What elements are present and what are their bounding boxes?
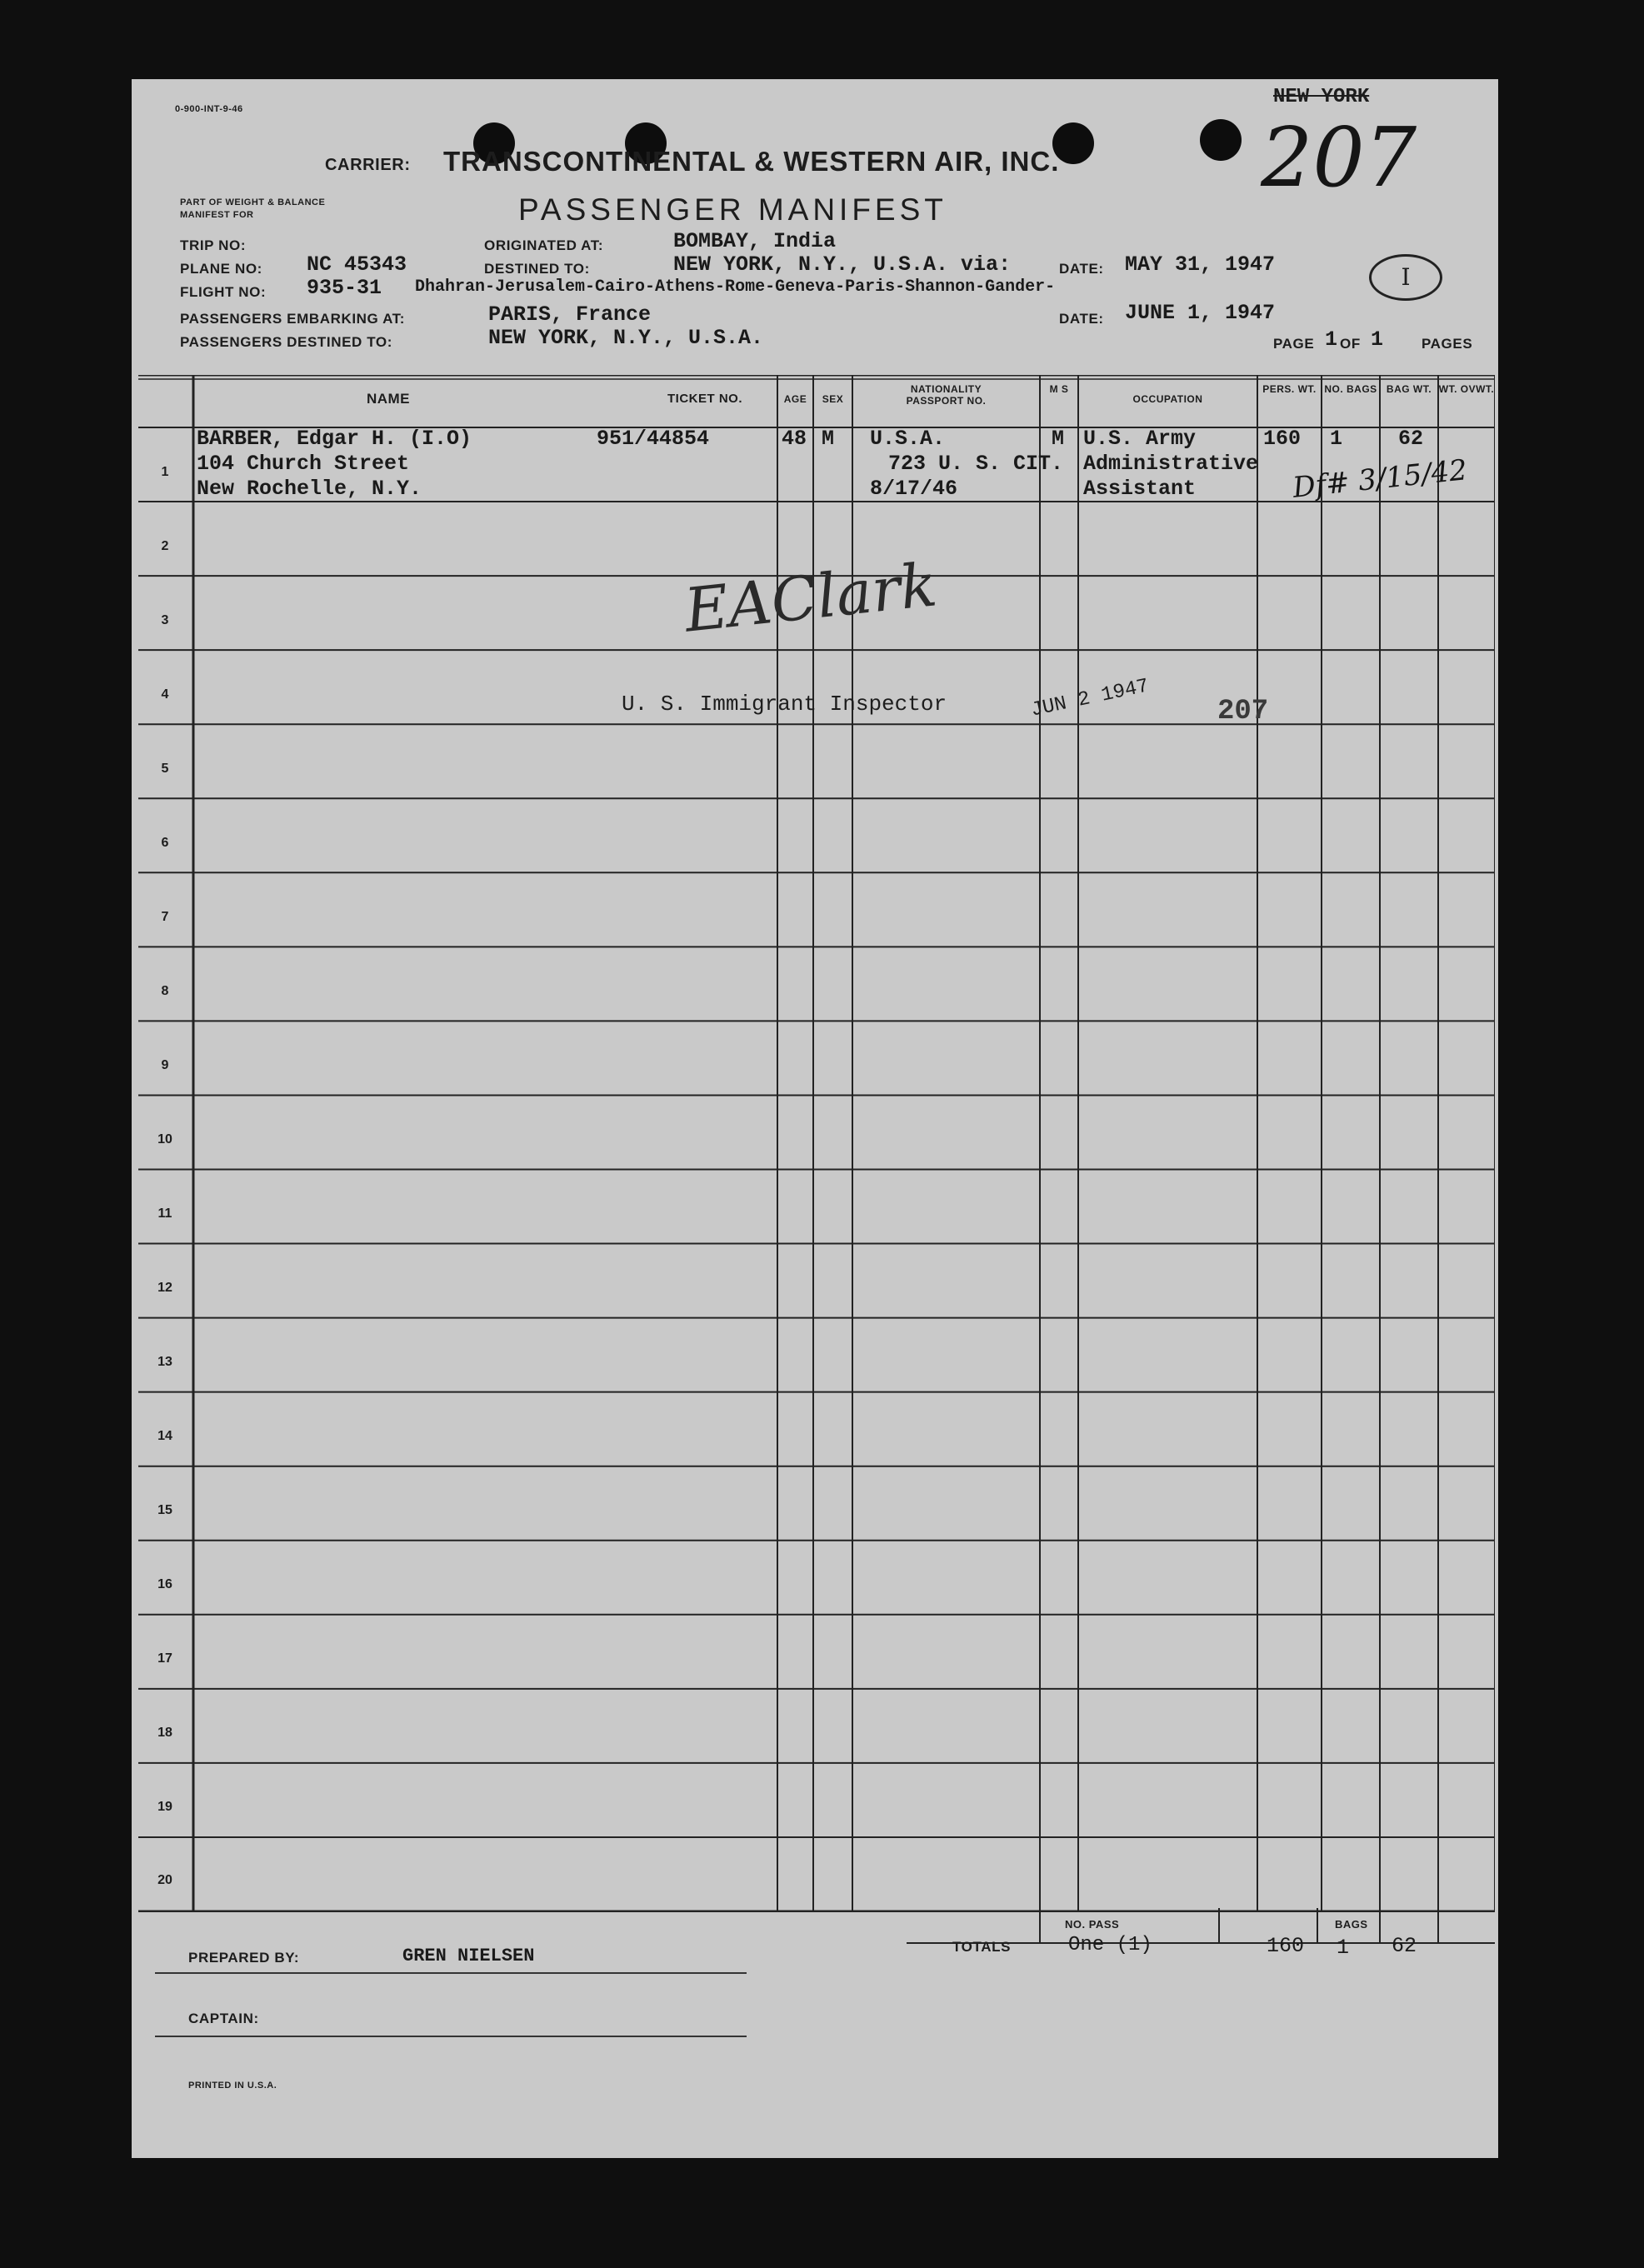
row-number: 2 bbox=[161, 539, 169, 553]
embarking-label: PASSENGERS EMBARKING AT: bbox=[180, 311, 406, 327]
passenger-bag-wt: 62 bbox=[1398, 427, 1424, 451]
circled-mark-text: I bbox=[1401, 263, 1411, 291]
col-header-wt-ovwt: WT. OVWT. bbox=[1438, 383, 1495, 395]
inspector-title: U. S. Immigrant Inspector bbox=[622, 692, 947, 717]
row-number: 3 bbox=[161, 613, 169, 627]
embarking: PARIS, France bbox=[488, 302, 652, 327]
port-stamp: NEW YORK bbox=[1273, 86, 1370, 108]
row-number: 11 bbox=[157, 1206, 172, 1221]
originated: BOMBAY, India bbox=[673, 229, 837, 253]
row-number: 12 bbox=[157, 1281, 172, 1295]
col-header-nationality: NATIONALITY PASSPORT NO. bbox=[906, 383, 987, 407]
row-number: 5 bbox=[161, 762, 169, 776]
destined-to-label: PASSENGERS DESTINED TO: bbox=[180, 334, 392, 350]
inspection-stamp-date: JUN 2 1947 bbox=[1028, 675, 1152, 722]
col-header-sex: SEX bbox=[822, 393, 844, 405]
plane-no-label: PLANE NO: bbox=[180, 261, 262, 277]
passenger-address-city: New Rochelle, N.Y. bbox=[197, 477, 422, 501]
row-number: 20 bbox=[157, 1873, 172, 1887]
destined-label: DESTINED TO: bbox=[484, 261, 590, 277]
row-number: 16 bbox=[157, 1577, 172, 1591]
row-number: 4 bbox=[161, 687, 169, 702]
via-route: Dhahran-Jerusalem-Cairo-Athens-Rome-Geneva-Paris-Shannon-Gander- bbox=[415, 277, 1056, 297]
passenger-no-bags: 1 bbox=[1330, 427, 1343, 451]
col-header-bag-wt: BAG WT. bbox=[1386, 383, 1432, 395]
of-label: OF bbox=[1340, 336, 1361, 352]
inspector-signature: EAClark bbox=[681, 549, 941, 646]
pages-label: PAGES bbox=[1422, 336, 1473, 352]
passenger-handwritten-note: Df# 3/15/42 bbox=[1291, 453, 1469, 505]
passenger-nationality: U.S.A. bbox=[870, 427, 946, 451]
row-number: 15 bbox=[157, 1503, 172, 1517]
col-header-ticket: TICKET NO. bbox=[667, 392, 742, 406]
inspection-stamp-number: 207 bbox=[1217, 696, 1269, 727]
page-total: 1 bbox=[1371, 327, 1384, 352]
date-label: DATE: bbox=[1059, 261, 1104, 277]
row-number: 1 bbox=[161, 465, 169, 479]
punch-hole bbox=[1200, 119, 1242, 161]
sheet-number-handwritten: 207 bbox=[1261, 111, 1417, 206]
page-label: PAGE bbox=[1273, 336, 1315, 352]
passenger-table bbox=[138, 375, 1495, 1912]
page-no: 1 bbox=[1325, 327, 1338, 352]
date2-label: DATE: bbox=[1059, 311, 1104, 327]
trip-no-label: TRIP NO: bbox=[180, 237, 247, 253]
row-number: 18 bbox=[157, 1726, 172, 1740]
captain-label: CAPTAIN: bbox=[188, 2011, 259, 2026]
passenger-pers-wt: 160 bbox=[1263, 427, 1302, 451]
prepared-by: GREN NIELSEN bbox=[402, 1946, 535, 1966]
passenger-sex: M bbox=[822, 427, 835, 451]
manifest-sheet bbox=[132, 79, 1498, 2158]
row-number: 13 bbox=[157, 1355, 172, 1369]
passenger-occupation-3: Assistant bbox=[1083, 477, 1197, 501]
passenger-ticket: 951/44854 bbox=[597, 427, 710, 451]
totals-bags-label: BAGS bbox=[1335, 1918, 1368, 1931]
originated-label: ORIGINATED AT: bbox=[484, 237, 604, 253]
col-header-occupation: OCCUPATION bbox=[1132, 393, 1203, 405]
circled-mark bbox=[1369, 254, 1442, 301]
passenger-occupation-2: Administrative bbox=[1083, 452, 1259, 476]
passenger-occupation-1: U.S. Army bbox=[1083, 427, 1197, 451]
captain-line bbox=[155, 2036, 747, 2037]
destined-to: NEW YORK, N.Y., U.S.A. bbox=[488, 326, 764, 350]
row-number: 17 bbox=[157, 1651, 172, 1666]
col-header-age: AGE bbox=[783, 393, 807, 405]
row-number: 10 bbox=[157, 1132, 172, 1146]
date: MAY 31, 1947 bbox=[1125, 252, 1276, 277]
carrier-label: CARRIER: bbox=[325, 156, 411, 174]
flight-no: 935-31 bbox=[307, 276, 382, 300]
plane-no: NC 45343 bbox=[307, 252, 407, 277]
passenger-address-street: 104 Church Street bbox=[197, 452, 410, 476]
passenger-ms: M bbox=[1052, 427, 1065, 451]
row-number: 7 bbox=[161, 910, 169, 924]
col-header-pers-wt: PERS. WT. bbox=[1262, 383, 1317, 395]
row-number: 9 bbox=[161, 1058, 169, 1072]
row-number: 14 bbox=[157, 1429, 172, 1443]
passenger-passport: 723 U. S. CIT. bbox=[888, 452, 1064, 476]
totals-no-pass: One (1) bbox=[1068, 1934, 1152, 1956]
destined: NEW YORK, N.Y., U.S.A. via: bbox=[673, 252, 1012, 277]
row-number: 6 bbox=[161, 836, 169, 850]
prepared-by-label: PREPARED BY: bbox=[188, 1950, 300, 1966]
part-of-label-1: PART OF WEIGHT & BALANCE bbox=[180, 197, 326, 207]
totals-bag-wt: 62 bbox=[1392, 1934, 1417, 1958]
row-number: 8 bbox=[161, 984, 169, 998]
flight-no-label: FLIGHT NO: bbox=[180, 284, 267, 300]
prepared-by-line bbox=[155, 1972, 747, 1974]
passenger-age: 48 bbox=[782, 427, 807, 451]
carrier-name: TRANSCONTINENTAL & WESTERN AIR, INC. bbox=[443, 146, 1060, 177]
totals-no-pass-label: NO. PASS bbox=[1065, 1918, 1120, 1931]
totals-pers-wt: 160 bbox=[1267, 1934, 1305, 1958]
col-header-no-bags: NO. BAGS bbox=[1324, 383, 1377, 395]
passenger-passport-date: 8/17/46 bbox=[870, 477, 958, 501]
manifest-title: PASSENGER MANIFEST bbox=[518, 192, 947, 227]
totals-label: TOTALS bbox=[952, 1939, 1012, 1955]
printed-in: PRINTED IN U.S.A. bbox=[188, 2081, 277, 2091]
date2: JUNE 1, 1947 bbox=[1125, 301, 1276, 325]
row-number: 19 bbox=[157, 1800, 172, 1814]
part-of-label-2: MANIFEST FOR bbox=[180, 210, 254, 220]
passenger-name: BARBER, Edgar H. (I.O) bbox=[197, 427, 472, 451]
col-header-name: NAME bbox=[366, 391, 411, 407]
col-header-ms: M S bbox=[1049, 383, 1069, 395]
totals-bags: 1 bbox=[1337, 1936, 1350, 1960]
form-code: 0-900-INT-9-46 bbox=[175, 104, 243, 114]
